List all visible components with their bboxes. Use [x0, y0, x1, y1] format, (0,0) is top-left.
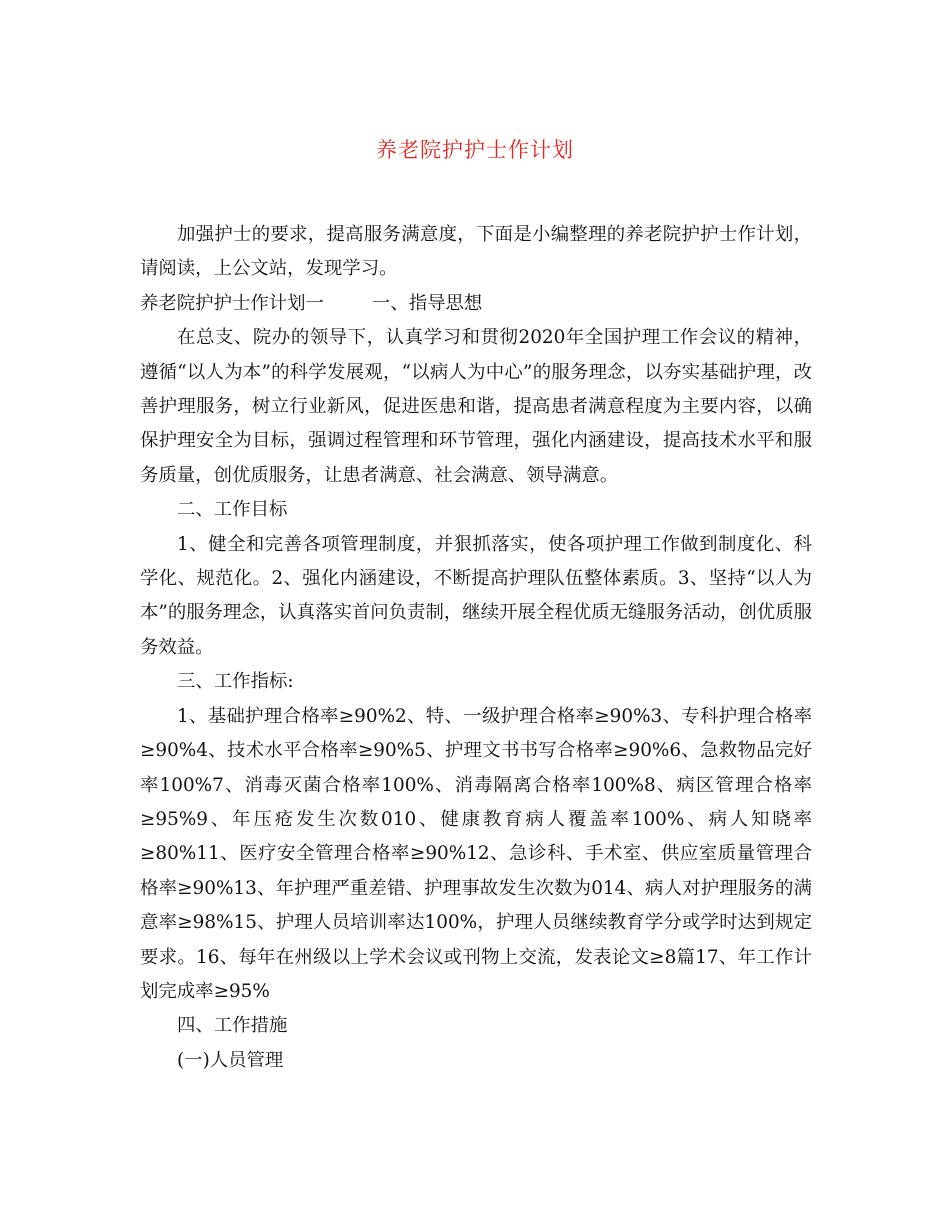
plan-heading-line	[140, 287, 812, 321]
section2-heading: 二、工作目标	[177, 499, 288, 521]
section3-heading: 三、工作指标:	[177, 671, 294, 693]
section1-heading: 一、指导思想	[371, 292, 483, 314]
document-title: 养老院护护士作计划	[376, 138, 574, 162]
section4-heading: 四、工作措施	[177, 1015, 288, 1037]
section4-subheading: (一)人员管理	[177, 1049, 284, 1071]
document-body	[140, 218, 812, 1078]
plan-heading: 养老院护护士作计划一	[140, 292, 324, 314]
section2-body: 1、健全和完善各项管理制度，并狠抓落实，使各项护理工作做到制度化、科学化、规范化。2、强化内涵建设，不断提高护理队伍整体素质。3、坚持“以人为本”的服务理念，认真落实首问负责制，继续开展全程优质无缝服务活动，创优质服务效益。	[140, 533, 812, 658]
intro-paragraph: 加强护士的要求，提高服务满意度，下面是小编整理的养老院护护士作计划，请阅读，上公文站，发现学习。	[140, 224, 812, 280]
section3-body: 1、基础护理合格率≥90%2、特、一级护理合格率≥90%3、专科护理合格率≥90%4、技术水平合格率≥90%5、护理文书书写合格率≥90%6、急救物品完好率100%7、消毒灭菌合格率100%、消毒隔离合格率100%8、病区管理合格率≥95%9、年压疮发生次数010、健康教育病人覆盖率100%、病人知晓率≥80%11、医疗安全管理合格率≥90%12、急诊科、手术室、供应室质量管理合格率≥90%13、年护理严重差错、护理事故发生次数为014、病人对护理服务的满意率≥98%15、护理人员培训率达100%，护理人员继续教育学分或学时达到规定要求。16、每年在州级以上学术会议或刊物上交流，发表论文≥8篇17、年工作计划完成率≥95%	[140, 705, 812, 1002]
section1-body: 在总支、院办的领导下，认真学习和贯彻2020年全国护理工作会议的精神，遵循“以人为本”的科学发展观，“以病人为中心”的服务理念，以夯实基础护理，改善护理服务，树立行业新风，促进医患和谐，提高患者满意程度为主要内容，以确保护理安全为目标，强调过程管理和环节管理，强化内涵建设，提高技术水平和服务质量，创优质服务，让患者满意、社会满意、领导满意。	[140, 327, 812, 486]
